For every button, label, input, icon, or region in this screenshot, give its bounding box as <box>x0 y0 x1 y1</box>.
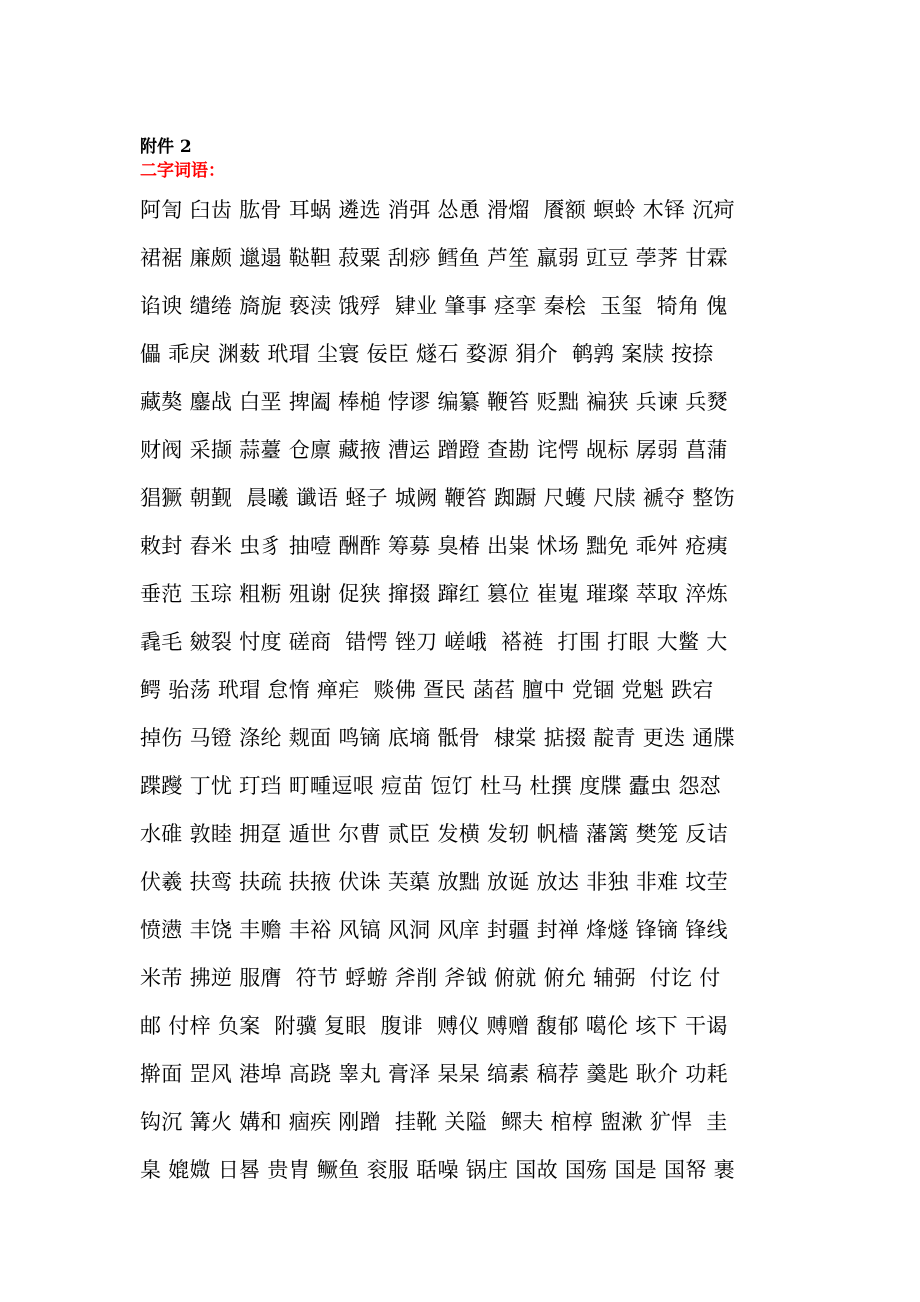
word-line: 谄谀 缱绻 旖旎 亵渎 饿殍 肄业 肇事 痉挛 秦桧 玉玺 犄角 傀 <box>140 294 728 318</box>
word-line: 鳄 骀荡 玳瑁 怠惰 瘅疟 赕佛 疍民 菡萏 膻中 党锢 党魁 跌宕 <box>140 678 714 702</box>
attachment-title: 附件 2 <box>140 137 192 157</box>
word-line: 臬 媲媺 日晷 贵胄 鳜鱼 衮服 聒噪 锅庄 国故 国殇 国是 国帑 裹 <box>140 1158 735 1182</box>
word-line: 米芾 拂逆 服膺 符节 蜉蝣 斧削 斧钺 俯就 俯允 辅弼 付讫 付 <box>140 966 721 990</box>
section-title: 二字词语： <box>140 161 225 181</box>
word-line: 猖獗 朝觐 晨曦 谶语 蛏子 城阙 鞭笞 踟蹰 尺蠖 尺牍 褫夺 整饬 <box>140 486 735 510</box>
word-line: 钩沉 篝火 媾和 痼疾 刚蹭 挂靴 关隘 鳏夫 棺椁 盥漱 犷悍 圭 <box>140 1110 728 1134</box>
word-line: 裙裾 廉颇 邋遢 鞑靼 菽粟 刮痧 鳕鱼 芦笙 羸弱 豇豆 荸荠 甘霖 <box>140 246 728 270</box>
word-line: 蹀躞 丁忧 玎珰 町畽逗哏 痘苗 饾饤 杜马 杜撰 度牒 蠹虫 怨怼 <box>140 774 721 798</box>
word-line: 藏獒 鏖战 白垩 捭阖 棒槌 悖谬 编纂 鞭笞 贬黜 褊狭 兵谏 兵燹 <box>140 390 728 414</box>
word-line: 擀面 罡风 港埠 高跷 睾丸 膏泽 杲杲 缟素 稿荐 羹匙 耿介 功耗 <box>140 1062 728 1086</box>
word-line: 儡 乖戾 渊薮 玳瑁 尘寰 佞臣 燧石 婺源 狷介 鹌鹑 案牍 按捺 <box>140 342 714 366</box>
word-line: 愤懑 丰饶 丰赡 丰裕 风镐 风洞 风庠 封疆 封禅 烽燧 锋镝 锋线 <box>140 918 728 942</box>
word-line: 邮 付梓 负案 附骥 复眼 腹诽 赙仪 赙赠 馥郁 噶伦 垓下 干谒 <box>140 1014 728 1038</box>
word-line: 敕封 舂米 虫豸 抽噎 酬酢 筹募 臭椿 出粜 怵场 黜免 乖舛 疮痍 <box>140 534 728 558</box>
word-list <box>140 190 800 1198</box>
word-line: 毳毛 皴裂 忖度 磋商 错愕 锉刀 嵯峨 褡裢 打围 打眼 大鳖 大 <box>140 630 728 654</box>
word-line: 掉伤 马镫 涤纶 觌面 鸣镝 底墒 骶骨 棣棠 掂掇 靛青 更迭 通牒 <box>140 726 735 750</box>
word-line: 伏羲 扶鸾 扶疏 扶掖 伏诛 芙蕖 放黜 放诞 放达 非独 非难 坟茔 <box>140 870 728 894</box>
word-line: 水碓 敦睦 拥趸 遁世 尔曹 贰臣 发横 发轫 帆樯 藩篱 樊笼 反诘 <box>140 822 728 846</box>
word-line: 垂范 玉琮 粗粝 殂谢 促狭 撺掇 蹿红 篡位 崔嵬 璀璨 萃取 淬炼 <box>140 582 728 606</box>
word-line: 财阀 采撷 蒜薹 仓廪 藏掖 漕运 蹭蹬 查勘 诧愕 觇标 孱弱 菖蒲 <box>140 438 728 462</box>
word-line: 阿訇 臼齿 肱骨 耳蜗 遴选 消弭 怂恿 滑熘 餍额 螟蛉 木铎 沉疴 <box>140 198 735 222</box>
